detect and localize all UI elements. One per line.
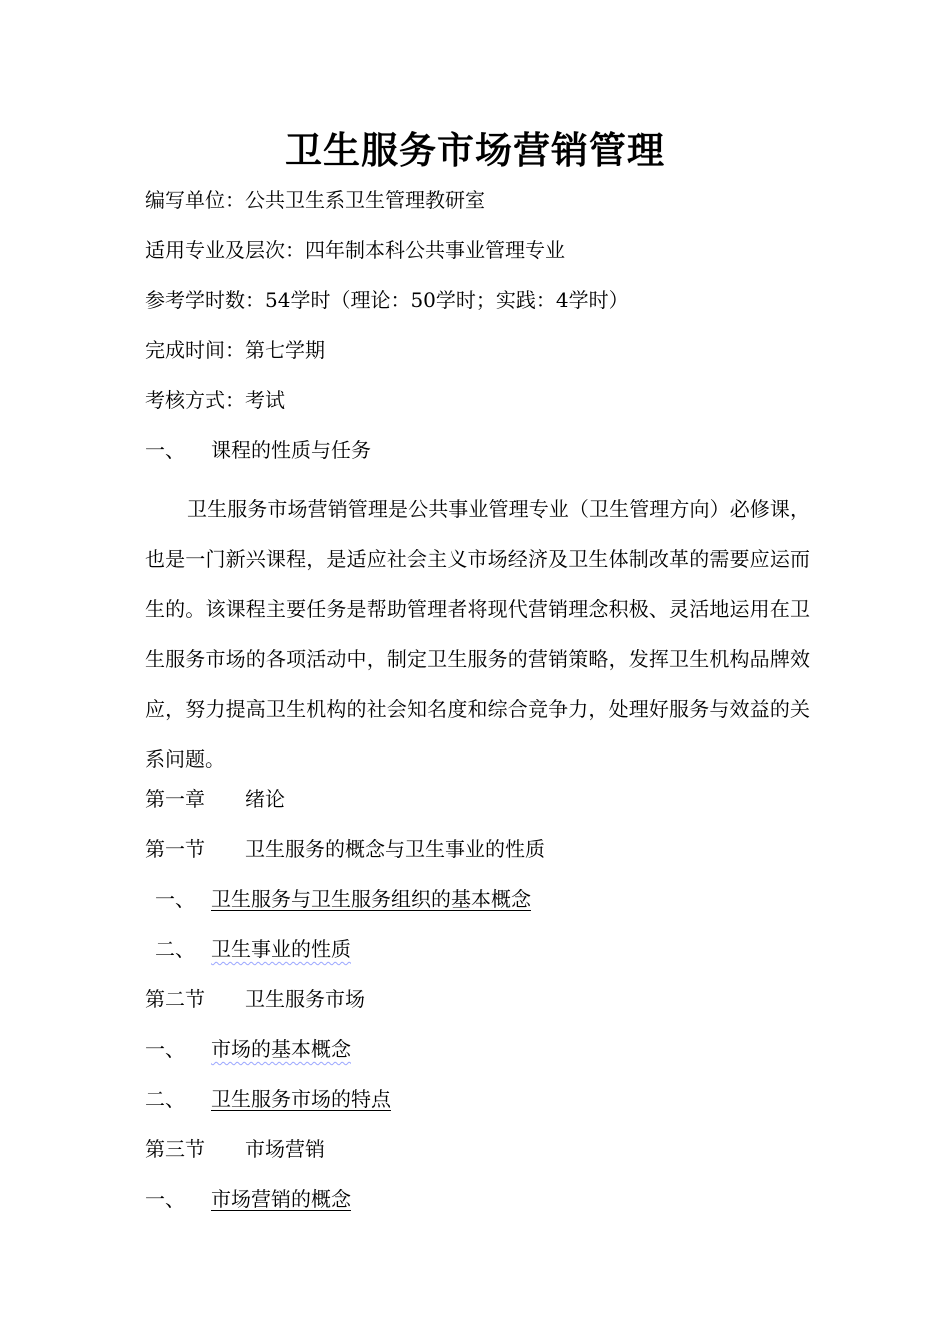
outline-item <box>145 1034 351 1064</box>
outline-text: 卫生服务与卫生服务组织的基本概念 <box>211 887 531 911</box>
outline-text: 市场的基本概念 <box>211 1037 351 1061</box>
outline-text: 卫生服务市场 <box>245 987 365 1011</box>
document-title: 卫生服务市场营销管理 <box>285 129 665 172</box>
outline-text: 市场营销 <box>245 1137 325 1161</box>
outline-number: 第一节 <box>145 837 205 861</box>
outline-number: 二、 <box>155 937 195 961</box>
outline-number: 一、 <box>155 887 195 911</box>
outline-number: 一、 <box>145 1037 185 1061</box>
outline-item <box>145 784 285 814</box>
outline-number: 一、 <box>145 1187 185 1211</box>
intro-paragraph: 卫生服务市场营销管理是公共事业管理专业（卫生管理方向）必修课，也是一门新兴课程，是适应社会主义市场经济及卫生体制改革的需要应运而生的。该课程主要任务是帮助管理者将现代营销理念积极、灵活地运用在卫生服务市场的各项活动中，制定卫生服务的营销策略，发挥卫生机构品牌效应，努力提高卫生机构的社会知名度和综合竞争力，处理好服务与效益的关系问题。 <box>145 497 810 771</box>
section-heading <box>145 435 371 465</box>
outline-item <box>155 884 531 914</box>
meta-major: 适用专业及层次：四年制本科公共事业管理专业 <box>145 238 565 262</box>
outline-item <box>145 1084 391 1114</box>
meta-unit: 编写单位：公共卫生系卫生管理教研室 <box>145 188 485 212</box>
outline-number: 第二节 <box>145 987 205 1011</box>
meta-exam: 考核方式：考试 <box>145 388 285 412</box>
outline-text: 卫生服务的概念与卫生事业的性质 <box>245 837 545 861</box>
outline-item <box>155 934 351 964</box>
section-number: 一、 <box>145 438 185 462</box>
meta-term: 完成时间：第七学期 <box>145 338 325 362</box>
section-title: 课程的性质与任务 <box>211 438 371 462</box>
meta-hours: 参考学时数：54学时（理论：50学时；实践：4学时） <box>145 288 629 312</box>
outline-item <box>145 984 365 1014</box>
outline-text: 市场营销的概念 <box>211 1187 351 1211</box>
outline-item <box>145 1184 351 1214</box>
outline-number: 第一章 <box>145 787 205 811</box>
outline-text: 卫生服务市场的特点 <box>211 1087 391 1111</box>
outline-number: 二、 <box>145 1087 185 1111</box>
outline-text: 绪论 <box>245 787 285 811</box>
outline-item <box>145 1134 325 1164</box>
outline-number: 第三节 <box>145 1137 205 1161</box>
outline-text: 卫生事业的性质 <box>211 937 351 961</box>
outline-item <box>145 834 545 864</box>
